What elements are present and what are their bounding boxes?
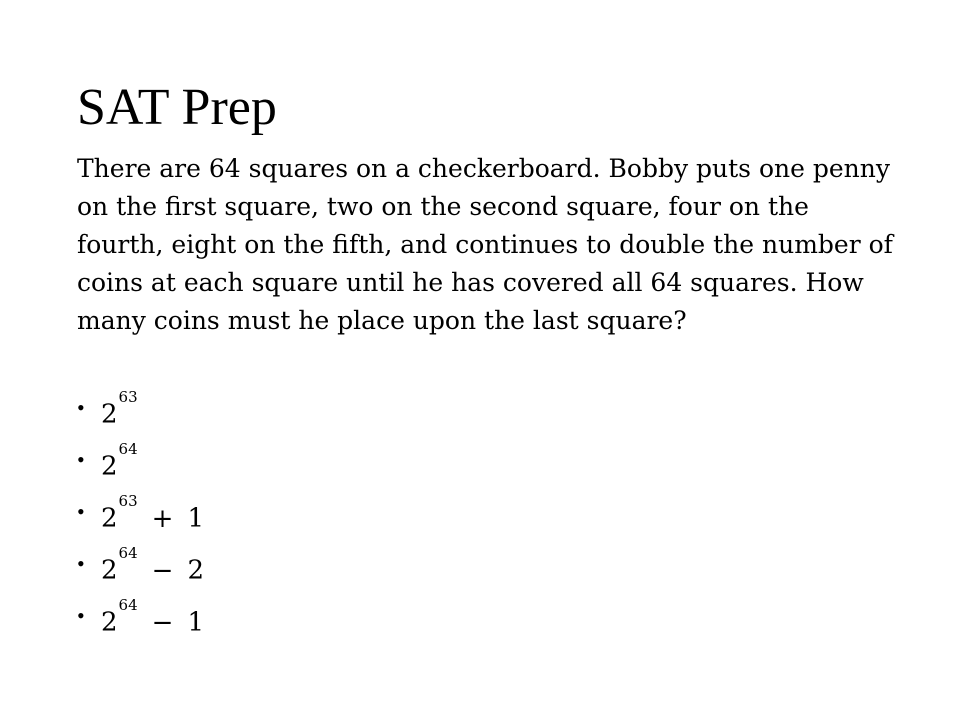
- choice-base: 2: [101, 399, 118, 430]
- choice-base: 2: [101, 451, 118, 482]
- choice-operator: −: [151, 607, 174, 638]
- choice-exponent: 64: [118, 440, 138, 458]
- bullet-icon: •: [77, 603, 85, 628]
- choice-exponent: 63: [118, 388, 138, 406]
- bullet-icon: •: [77, 447, 85, 472]
- answer-choice-4: [77, 538, 204, 590]
- choice-operand: 2: [187, 555, 204, 586]
- answer-choices: [77, 382, 204, 642]
- choice-base: 2: [101, 503, 118, 534]
- answer-choice-1: [77, 382, 204, 434]
- choice-operator: +: [151, 503, 174, 534]
- choice-operand: 1: [187, 503, 204, 534]
- choice-exponent: 64: [118, 544, 138, 562]
- answer-choice-2: [77, 434, 204, 486]
- question-text: There are 64 squares on a checkerboard. Bobby puts one penny on the first square, two on the second square, four on the fourth, eight on the fifth, and continues to double the number of coins at each square until he has covered all 64 squares. How many coins must he place upon the last square?: [77, 154, 893, 335]
- bullet-icon: •: [77, 551, 85, 576]
- choice-exponent: 63: [118, 492, 138, 510]
- choice-base: 2: [101, 555, 118, 586]
- choice-operator: −: [151, 555, 174, 586]
- answer-choice-5: [77, 590, 204, 642]
- choice-operand: 1: [187, 607, 204, 638]
- answer-choice-3: [77, 486, 204, 538]
- bullet-icon: •: [77, 499, 85, 524]
- choice-base: 2: [101, 607, 118, 638]
- slide-title: SAT Prep: [77, 79, 277, 136]
- bullet-icon: •: [77, 395, 85, 420]
- choice-exponent: 64: [118, 596, 138, 614]
